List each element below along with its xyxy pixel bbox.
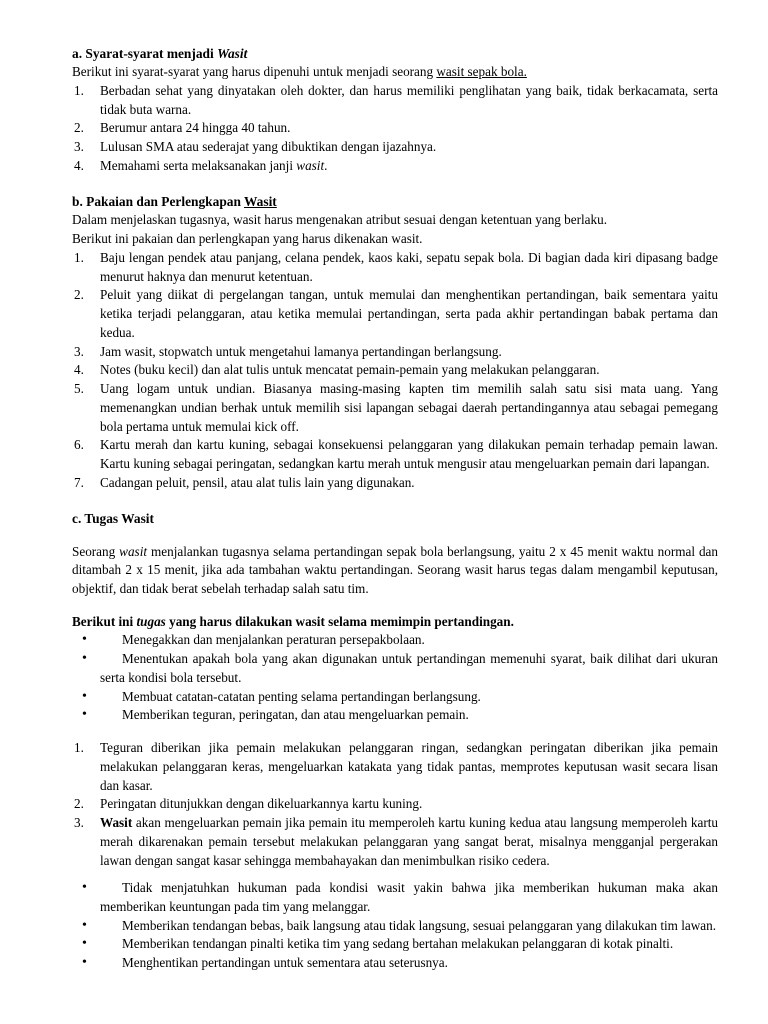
- list-item: [72, 119, 718, 138]
- list-section-b: [72, 249, 718, 493]
- intro-paragraph-a: [72, 63, 718, 82]
- list-item-text: Berumur antara 24 hingga 40 tahun.: [100, 120, 291, 136]
- bullet-icon: •: [82, 880, 87, 896]
- list-marker: 2.: [74, 796, 84, 812]
- list-item-text: Uang logam untuk undian. Biasanya masing-masing kapten tim memilih salah satu sisi mata uang. Yang memenangkan undian berhak untuk memilih sisi lapangan sebagai daerah pertandingannya atau sebagai pemegang bola pertama untuk memulai kick off.: [100, 381, 718, 434]
- list-item-text: Baju lengan pendek atau panjang, celana pendek, kaos kaki, sepatu sepak bola. Di bagian dada kiri dipasang badge menurut haknya dan menurut ketentuan.: [100, 249, 718, 284]
- heading-section-b: [72, 192, 718, 211]
- paragraph-spacer: [72, 529, 718, 543]
- list-item-text: akan mengeluarkan pemain jika pemain itu memperoleh kartu kuning kedua atau langsung memperoleh kartu merah dikarenakan pemain tersebut melakukan pelanggaran yang sangat berat, misalnya mengganjal pergerakan lawan dengan sangat kasar sehingga membahayakan dan menimbulkan risiko cedera.: [100, 815, 718, 868]
- bullet-icon: •: [82, 688, 87, 704]
- list-item-text: Menentukan apakah bola yang akan digunakan untuk pertandingan memenuhi syarat, baik dilihat dari ukuran serta kondisi bola tersebut.: [100, 651, 718, 685]
- list-item: [72, 474, 718, 493]
- heading-b-underlined-word: Wasit: [244, 194, 277, 210]
- list-marker: 3.: [74, 138, 84, 154]
- list-marker: 1.: [74, 740, 84, 756]
- para-c-pre: Seorang: [72, 543, 120, 559]
- list-marker: 3.: [74, 815, 84, 831]
- bullet-icon: •: [82, 632, 87, 648]
- bullet-icon: •: [82, 651, 87, 667]
- list-item-text: Lulusan SMA atau sederajat yang dibuktikan dengan ijazahnya.: [100, 138, 437, 154]
- section-spacer: [72, 492, 718, 509]
- italic-word-wasit: wasit: [296, 157, 325, 173]
- bullet-icon: •: [82, 917, 87, 933]
- heading-section-a: [72, 44, 718, 63]
- list-item: [72, 935, 718, 954]
- bullet-list-first: [72, 631, 718, 725]
- subheading-pre: Berikut ini: [72, 613, 137, 629]
- list-item-text: Membuat catatan-catatan penting selama pertandingan berlangsung.: [122, 688, 481, 704]
- list-item: [72, 650, 718, 687]
- subheading-tugas: [72, 613, 718, 632]
- subheading-post: yang harus dilakukan wasit selama memimpin pertandingan.: [165, 613, 514, 629]
- list-marker: 6.: [74, 437, 84, 453]
- list-item: [72, 436, 718, 473]
- list-item-text: Berbadan sehat yang dinyatakan oleh dokter, dan harus memiliki penglihatan yang baik, tidak berkacamata, serta tidak buta warna.: [100, 82, 718, 117]
- list-item: [72, 954, 718, 973]
- list-item-text: Cadangan peluit, pensil, atau alat tulis lain yang digunakan.: [100, 474, 415, 490]
- list-item: [72, 631, 718, 650]
- paragraph-spacer: [72, 599, 718, 613]
- list-spacer: [72, 870, 718, 879]
- list-marker: 4.: [74, 362, 84, 378]
- heading-a-prefix: a. Syarat-syarat menjadi: [72, 46, 218, 61]
- list-item-text: Peringatan ditunjukkan dengan dikeluarkannya kartu kuning.: [100, 796, 423, 812]
- list-item: [72, 157, 718, 176]
- subheading-italic-word: tugas: [136, 613, 166, 629]
- list-item: [72, 82, 718, 119]
- list-marker: 1.: [74, 249, 84, 265]
- bullet-icon: •: [82, 955, 87, 971]
- list-item: [72, 814, 718, 870]
- list-spacer: [72, 725, 718, 739]
- list-item-text: Peluit yang diikat di pergelangan tangan, untuk memulai dan menghentikan pertandingan, baik sementara yaitu ketika terjadi pelanggaran, atau ketika memulai pertandingan, serta pada akhir pertandingan babak pertama dan kedua.: [100, 287, 718, 340]
- list-item: [72, 739, 718, 795]
- list-item: [72, 795, 718, 814]
- section-spacer: [72, 175, 718, 192]
- list-item-text: Menegakkan dan menjalankan peraturan persepakbolaan.: [122, 632, 425, 648]
- list-item-text: Notes (buku kecil) dan alat tulis untuk mencatat pemain-pemain yang melakukan pelanggaran.: [100, 362, 600, 378]
- list-item-text: Memberikan tendangan pinalti ketika tim yang sedang bertahan melakukan pelanggaran di kotak pinalti.: [122, 936, 674, 952]
- list-item: [72, 688, 718, 707]
- list-marker: 2.: [74, 287, 84, 303]
- list-marker: 2.: [74, 120, 84, 136]
- list-section-a: [72, 82, 718, 176]
- list-marker: 4.: [74, 157, 84, 173]
- para-c-post: menjalankan tugasnya selama pertandingan sepak bola berlangsung, yaitu 2 x 45 menit waktu normal dan ditambah 2 x 15 menit, jika ada tambahan waktu pertandingan. Seorang wasit harus tegas dalam mengambil keputusan, objektif, dan tidak berat sebelah terhadap salah satu tim.: [72, 543, 718, 596]
- heading-section-c: c. Tugas Wasit: [72, 511, 154, 527]
- list-item: [72, 361, 718, 380]
- intro-a-text: Berikut ini syarat-syarat yang harus dipenuhi untuk menjadi seorang: [72, 64, 437, 80]
- heading-a-italic-word: Wasit: [217, 46, 248, 61]
- list-marker: 7.: [74, 474, 84, 490]
- list-item: [72, 286, 718, 342]
- list-marker: 3.: [74, 343, 84, 359]
- bullet-icon: •: [82, 707, 87, 723]
- intro-paragraph-b-line1: Dalam menjelaskan tugasnya, wasit harus mengenakan atribut sesuai dengan ketentuan yang berlaku.: [72, 212, 608, 228]
- heading-b-prefix: b. Pakaian dan Perlengkapan: [72, 194, 245, 210]
- list-item-text: Memberikan teguran, peringatan, dan atau mengeluarkan pemain.: [122, 707, 469, 723]
- list-item-text: Kartu merah dan kartu kuning, sebagai konsekuensi pelanggaran yang dilakukan pemain terhadap pemain lawan. Kartu kuning sebagai peringatan, sedangkan kartu merah untuk mengusir atau mengeluarkan pemain dari lapangan.: [100, 437, 718, 472]
- list-item: [72, 138, 718, 157]
- list-item: [72, 249, 718, 286]
- list-item: [72, 380, 718, 436]
- list-item-bold-lead: Wasit: [100, 815, 133, 831]
- list-item: [72, 706, 718, 725]
- document-body: [72, 44, 718, 973]
- list-item: [72, 343, 718, 362]
- list-item-text: Teguran diberikan jika pemain melakukan pelanggaran ringan, sedangkan peringatan diberikan jika pemain melakukan pelanggaran keras, mengeluarkan katakata yang tidak pantas, memprotes keputusan wasit secara lisan dan kasar.: [100, 740, 718, 793]
- list-item-text: Memahami serta melaksanakan janji wasit.: [100, 157, 328, 173]
- list-item-text: Menghentikan pertandingan untuk sementara atau seterusnya.: [122, 955, 448, 971]
- list-marker: 1.: [74, 82, 84, 98]
- list-item: [72, 917, 718, 936]
- intro-a-underlined-phrase: wasit sepak bola.: [436, 64, 527, 80]
- list-item-text: Memberikan tendangan bebas, baik langsung atau tidak langsung, sesuai pelanggaran yang dilakukan tim lawan.: [122, 917, 716, 933]
- para-c-italic-word: wasit: [119, 543, 148, 559]
- bullet-list-second: [72, 879, 718, 973]
- intro-paragraph-b-line2: Berikut ini pakaian dan perlengkapan yang harus dikenakan wasit.: [72, 231, 423, 247]
- list-marker: 5.: [74, 381, 84, 397]
- paragraph-section-c: [72, 543, 718, 599]
- list-item-text: Tidak menjatuhkan hukuman pada kondisi wasit yakin bahwa jika memberikan hukuman maka akan memberikan keuntungan pada tim yang melanggar.: [100, 880, 718, 914]
- list-item: [72, 879, 718, 916]
- list-section-c-numbered: [72, 739, 718, 870]
- list-item-text: Jam wasit, stopwatch untuk mengetahui lamanya pertandingan berlangsung.: [100, 343, 502, 359]
- bullet-icon: •: [82, 936, 87, 952]
